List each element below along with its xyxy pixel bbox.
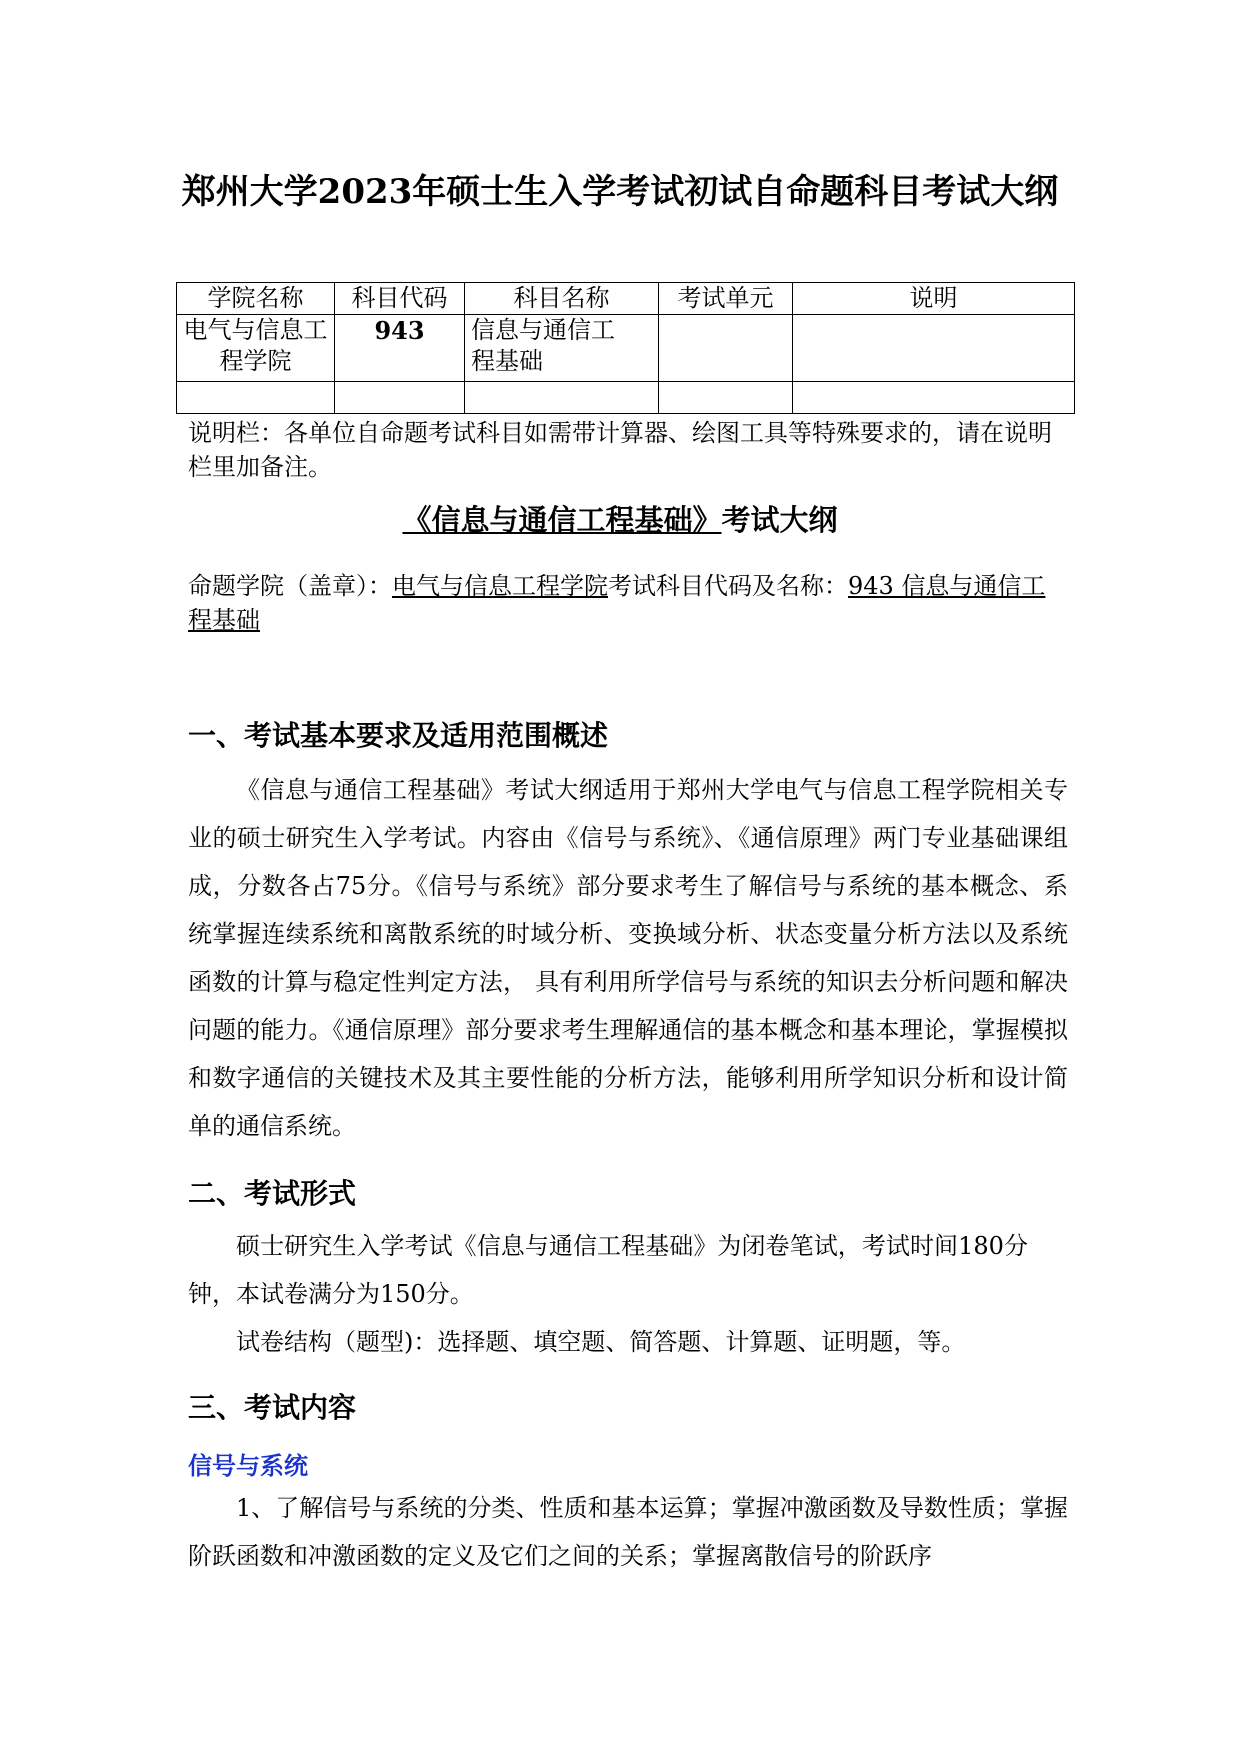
cell-unit xyxy=(659,315,793,382)
section3-subheading: 信号与系统 xyxy=(188,1451,308,1480)
proposer-label: 命题学院（盖章）： xyxy=(188,572,392,600)
subject-info-table xyxy=(176,282,1075,414)
table-row-empty xyxy=(177,382,1075,414)
outline-title-book: 《信息与通信工程基础》 xyxy=(402,503,722,537)
section2-heading: 二、考试形式 xyxy=(188,1177,357,1210)
header-college: 学院名称 xyxy=(177,283,335,315)
header-remark: 说明 xyxy=(793,283,1075,315)
proposer-code-label: 考试科目代码及名称： xyxy=(608,572,848,600)
section1-body: 《信息与通信工程基础》考试大纲适用于郑州大学电气与信息工程学院相关专业的硕士研究生入学考试。内容由《信号与系统》、《通信原理》两门专业基础课组成，分数各占75分。《信号与系统》部分要求考生了解信号与系统的基本概念、系统掌握连续系统和离散系统的时域分析、变换域分析、状态变量分析方法以及系统函数的计算与稳定性判定方法， 具有利用所学信号与系统的知识去分析问题和解决问题的能力。《通信原理》部分要求考生理解通信的基本概念和基本理论，掌握模拟和数字通信的关键技术及其主要性能的分析方法，能够利用所学知识分析和设计简单的通信系统。 xyxy=(188,776,1068,1140)
outline-title-suffix: 考试大纲 xyxy=(721,503,838,537)
section1-heading: 一、考试基本要求及适用范围概述 xyxy=(188,719,609,752)
table-note: 说明栏：各单位自命题考试科目如需带计算器、绘图工具等特殊要求的，请在说明栏里加备注。 xyxy=(188,419,1052,481)
empty-cell xyxy=(659,382,793,414)
section3-item1: 1、了解信号与系统的分类、性质和基本运算；掌握冲激函数及导数性质；掌握阶跃函数和冲激函数的定义及它们之间的关系；掌握离散信号的阶跃序 xyxy=(188,1494,1068,1570)
empty-cell xyxy=(465,382,659,414)
section3-heading: 三、考试内容 xyxy=(188,1391,357,1424)
empty-cell xyxy=(177,382,335,414)
proposer-college: 电气与信息工程学院 xyxy=(392,572,608,600)
outline-title xyxy=(0,498,1240,539)
cell-college: 电气与信息工程学院 xyxy=(177,315,335,382)
section2-body1: 硕士研究生入学考试《信息与通信工程基础》为闭卷笔试，考试时间180分钟，本试卷满分为150分。 xyxy=(188,1232,1028,1308)
table-row xyxy=(177,315,1075,382)
document-title: 郑州大学2023年硕士生入学考试初试自命题科目考试大纲 xyxy=(181,172,1059,212)
header-subject: 科目名称 xyxy=(465,283,659,315)
empty-cell xyxy=(335,382,465,414)
empty-cell xyxy=(793,382,1075,414)
cell-remark xyxy=(793,315,1075,382)
table-header-row xyxy=(177,283,1075,315)
section2-body2: 试卷结构（题型)：选择题、填空题、简答题、计算题、证明题，等。 xyxy=(236,1328,966,1356)
header-code: 科目代码 xyxy=(335,283,465,315)
proposer-code-name: 943 信息与通信工程基础 xyxy=(188,572,1046,634)
proposer-line xyxy=(188,569,1068,637)
header-unit: 考试单元 xyxy=(659,283,793,315)
cell-subject: 信息与通信工程基础 xyxy=(465,315,659,382)
cell-code: 943 xyxy=(335,315,465,382)
